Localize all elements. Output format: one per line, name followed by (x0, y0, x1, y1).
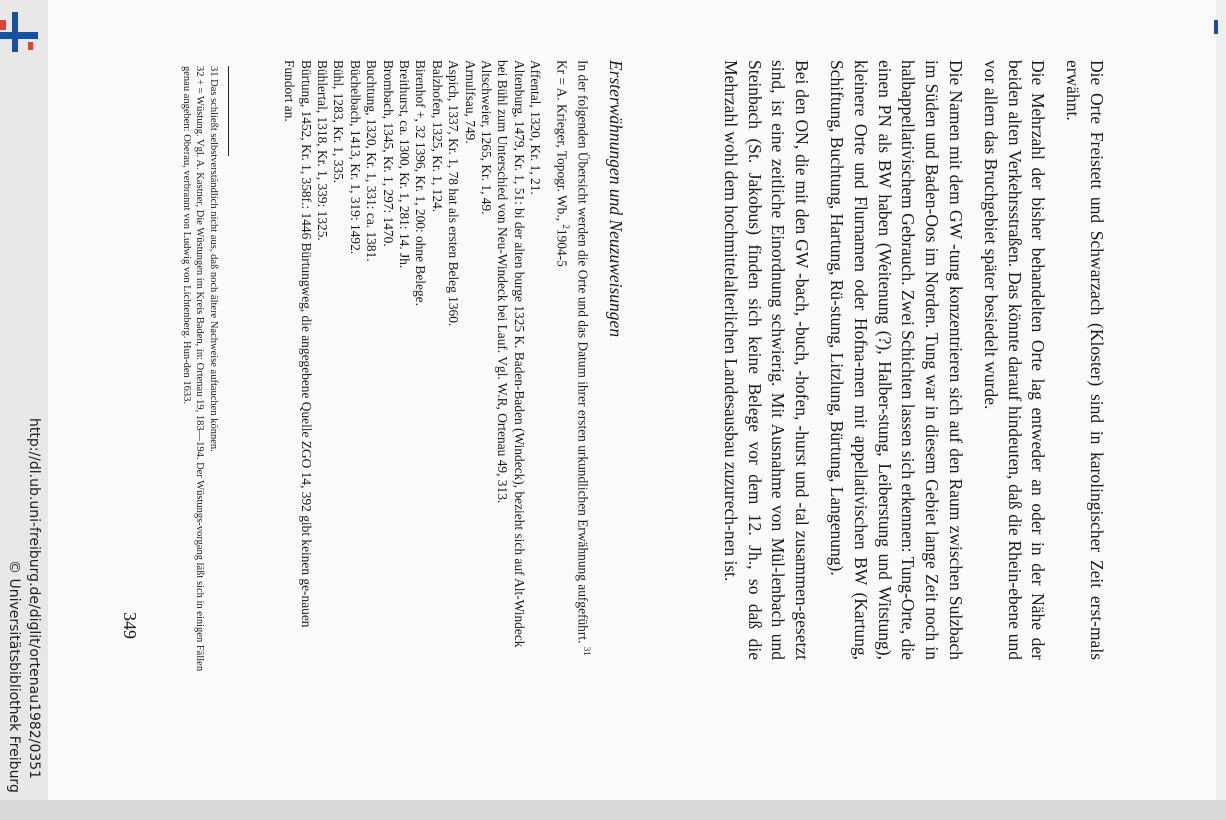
entry-item: Altenburg, 1479, Kr. 1, 51: bi der alten burge 1325 K. Baden-Baden (Windeck), bezieht sich auf Alt-Windeck bei Bühl zum Unterschied von Neu-Windeck bei Lauf. Vgl. W.R, Ortenau 49, 313. (495, 60, 527, 648)
entry-item: Affental, 1320, Kr. 1, 21. (528, 60, 544, 195)
entry-item: Buchtung, 1320, Kr. 1, 331: ca. 1381. (364, 60, 380, 262)
source-url-link[interactable]: http://dl.ub.uni-freiburg.de/diglit/ortenau1982/0351 (26, 418, 42, 780)
entry-item: Arnulfsau, 749. (462, 60, 478, 144)
library-logo-icon (0, 12, 40, 52)
footnote-item: 32 + = Wüstung. Vgl. A. Kastner, Die Wüstungen im Kreis Baden, in: Ortenau 19, 183—194. Der Wüstungs-vorgang läßt sich in einigen Fällen genau angeben: Oberau, verbrannt von Ludwig von Lichtenberg. Hun-den 1633. (181, 66, 206, 672)
section-heading: Ersterwähnungen und Neuzuweisungen (606, 60, 626, 338)
entry-item: Breithurst, ca. 1300, Kr. 1, 281: 14. Jh. (397, 60, 412, 269)
entry-item: Birenhof +, 32 1396, Kr. 1, 200: ohne Belege. (413, 60, 429, 306)
scanned-page (48, 0, 1216, 800)
section-block (281, 60, 626, 660)
footnote-item: 31 Das schließt selbstverständlich nicht aus, daß noch ältere Nachweise auftauchen können. (208, 66, 219, 452)
entry-item: Büchelbach, 1413, Kr. 1, 319: 1492. (347, 60, 363, 255)
copyright-notice: © Universitätsbibliothek Freiburg (6, 560, 22, 793)
entry-item: Bühl, 1283, Kr. 1, 335. (331, 60, 347, 184)
body-paragraph: Bei den ON, die mit den GW -bach, -buch, -hofen, -hurst und -tal zusammen-gesetzt sind, ist eine zeitliche Einordnung schwierig. Mit Ausnahme von Mül-lenbach und Steinbach (St. Jakobus) finden sich keine Belege vor dem 12. Jh., so daß die Mehrzahl wohl dem hochmittelalterlichen Landesausbau zuzurech-nen ist. (720, 60, 813, 660)
entry-item: Bühlertal, 1318, Kr. 1, 339: 1325. (314, 60, 330, 241)
entry-item: Balzhofen, 1325, Kr. 1, 124. (429, 60, 445, 213)
body-text-block (707, 60, 1108, 660)
entry-item: Bürtung, 1452, Kr. 1, 358f.: 1446 Bürtungweg, die angegebene Quelle ZGO 14, 392 gibt keinen ge-nauen Fundort an. (282, 60, 314, 628)
body-paragraph: Die Namen mit dem GW -tung konzentrieren sich auf den Raum zwischen Sulzbach im Süden und Baden-Oos im Norden. Tung war in diesem Gebiet lange Zeit noch in halbappellativischem Gebrauch. Zwei Schichten lassen sich erkennen: Tung-Orte, die einen PN als BW haben (Weitenung (?), Halber-stung, Leiberstung und Witstung), kleinere Orte und Flurnamen oder Hofna-men mit appellativischen BW (Kartung, Schiftung, Buchtung, Hartung, Rü-stung, Litzlung, Bürtung, Langenung). (827, 60, 967, 660)
entry-item: Aspich, 1337, Kr. 1, 78 hat als ersten Beleg 1360. (446, 60, 462, 327)
footnote-divider (228, 66, 229, 156)
viewer-marker-icon (1214, 20, 1218, 34)
entry-item: Altschweier, 1265, Kr. 1, 49. (479, 60, 495, 215)
section-intro: In der folgenden Übersicht werden die Orte und das Datum ihrer ersten urkundlichen Erwähnung aufgeführt. $^{31}$ Kr = A. Krieger, Topogr. Wb., $^2$1904-5 (554, 60, 592, 656)
body-paragraph: Die Mehrzahl der bisher behandelten Orte lag entweder an oder in der Nähe der beiden alten Verkehrsstraßen. Das könnte darauf hindeuten, daß die Rhein-ebene und vor allem das Bruchgebiet später besiedelt wurde. (980, 60, 1049, 660)
entry-item: Brombach, 1345, Kr. 1, 297: 1470. (380, 60, 396, 247)
page-number: 349 (120, 612, 140, 639)
footnotes-block (180, 66, 221, 686)
body-paragraph: Die Orte Freistett und Schwarzach (Kloster) sind in karolingischer Zeit erst-mals erwähnt. (1063, 60, 1107, 660)
page-right-edge (1216, 0, 1226, 800)
